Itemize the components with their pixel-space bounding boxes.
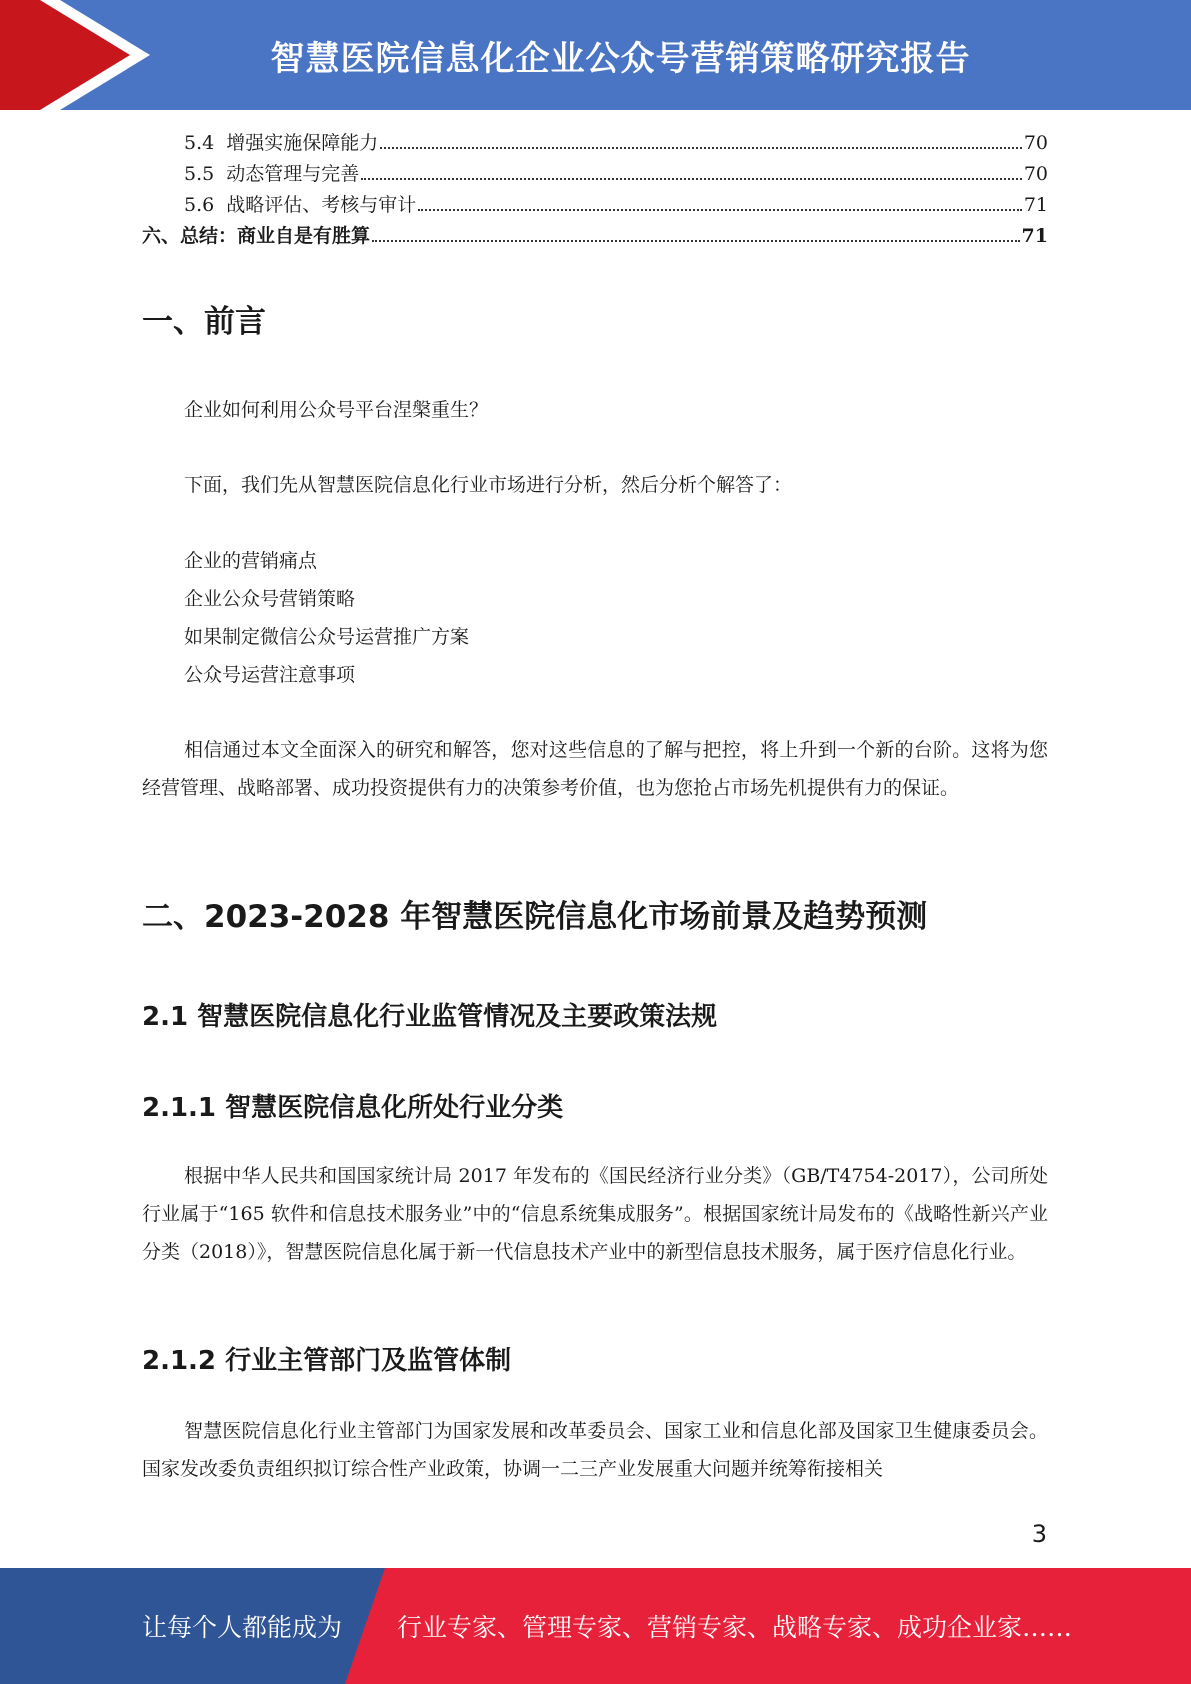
header-arrow-icon xyxy=(0,0,170,110)
toc-entry-title: 增强实施保障能力 xyxy=(226,132,379,154)
table-of-contents xyxy=(142,128,1048,252)
footer-slogan-right: 行业专家、管理专家、营销专家、战略专家、成功企业家…… xyxy=(397,1613,1073,1642)
section-heading: 一、前言 xyxy=(142,304,266,340)
body-paragraph: 智慧医院信息化行业主管部门为国家发展和改革委员会、国家工业和信息化部及国家卫生健康委员会。国家发改委负责组织拟订综合性产业政策，协调一二三产业发展重大问题并统筹衔接相关 xyxy=(142,1420,1048,1480)
page-number: 3 xyxy=(1031,1520,1047,1548)
toc-entry[interactable] xyxy=(142,221,1048,252)
section-heading: 二、2023-2028 年智慧医院信息化市场前景及趋势预测 xyxy=(142,899,928,935)
toc-entry-page: 70 xyxy=(1023,163,1048,185)
toc-leader-dots xyxy=(361,177,1022,180)
body-line: 下面，我们先从智慧医院信息化行业市场进行分析，然后分析个解答了： xyxy=(184,474,793,496)
list-item: 企业的营销痛点 xyxy=(184,550,318,572)
page-header xyxy=(0,0,1191,110)
toc-entry[interactable] xyxy=(142,159,1048,190)
body-paragraph: 相信通过本文全面深入的研究和解答，您对这些信息的了解与把控，将上升到一个新的台阶。这将为您经营管理、战略部署、成功投资提供有力的决策参考价值，也为您抢占市场先机提供有力的保证。 xyxy=(142,739,1048,799)
toc-entry[interactable] xyxy=(142,190,1048,221)
list-item: 公众号运营注意事项 xyxy=(184,664,356,686)
body-line: 企业如何利用公众号平台涅槃重生？ xyxy=(184,399,489,421)
toc-entry-page: 71 xyxy=(1021,225,1048,247)
toc-entry-number: 5.4 xyxy=(184,132,215,154)
toc-leader-dots xyxy=(372,239,1020,242)
toc-leader-dots xyxy=(418,208,1022,211)
subsection-heading: 2.1.1 智慧医院信息化所处行业分类 xyxy=(142,1093,564,1123)
toc-entry-title: 战略评估、考核与审计 xyxy=(226,194,417,216)
toc-leader-dots xyxy=(380,146,1022,149)
report-title: 智慧医院信息化企业公众号营销策略研究报告 xyxy=(270,38,971,79)
toc-entry-number: 5.5 xyxy=(184,163,215,185)
subsection-heading: 2.1 智慧医院信息化行业监管情况及主要政策法规 xyxy=(142,1002,718,1032)
body-paragraph: 根据中华人民共和国国家统计局 2017 年发布的《国民经济行业分类》（GB/T4754-2017），公司所处行业属于“165 软件和信息技术服务业”中的“信息系统集成服务”。根据国家统计局发布的《战略性新兴产业分类（2018）》，智慧医院信息化属于新一代信息技术产业中的新型信息技术服务，属于医疗信息化行业。 xyxy=(142,1165,1048,1263)
page-footer xyxy=(0,1568,1191,1684)
toc-entry-page: 70 xyxy=(1023,132,1048,154)
toc-entry-title: 六、总结：商业自是有胜算 xyxy=(142,225,371,247)
toc-entry-title: 动态管理与完善 xyxy=(226,163,360,185)
toc-entry[interactable] xyxy=(142,128,1048,159)
toc-entry-number: 5.6 xyxy=(184,194,215,216)
list-item: 如果制定微信公众号运营推广方案 xyxy=(184,626,470,648)
subsection-heading: 2.1.2 行业主管部门及监管体制 xyxy=(142,1346,512,1376)
toc-entry-page: 71 xyxy=(1023,194,1048,216)
list-item: 企业公众号营销策略 xyxy=(184,588,356,610)
footer-slogan-left: 让每个人都能成为 xyxy=(142,1613,343,1642)
